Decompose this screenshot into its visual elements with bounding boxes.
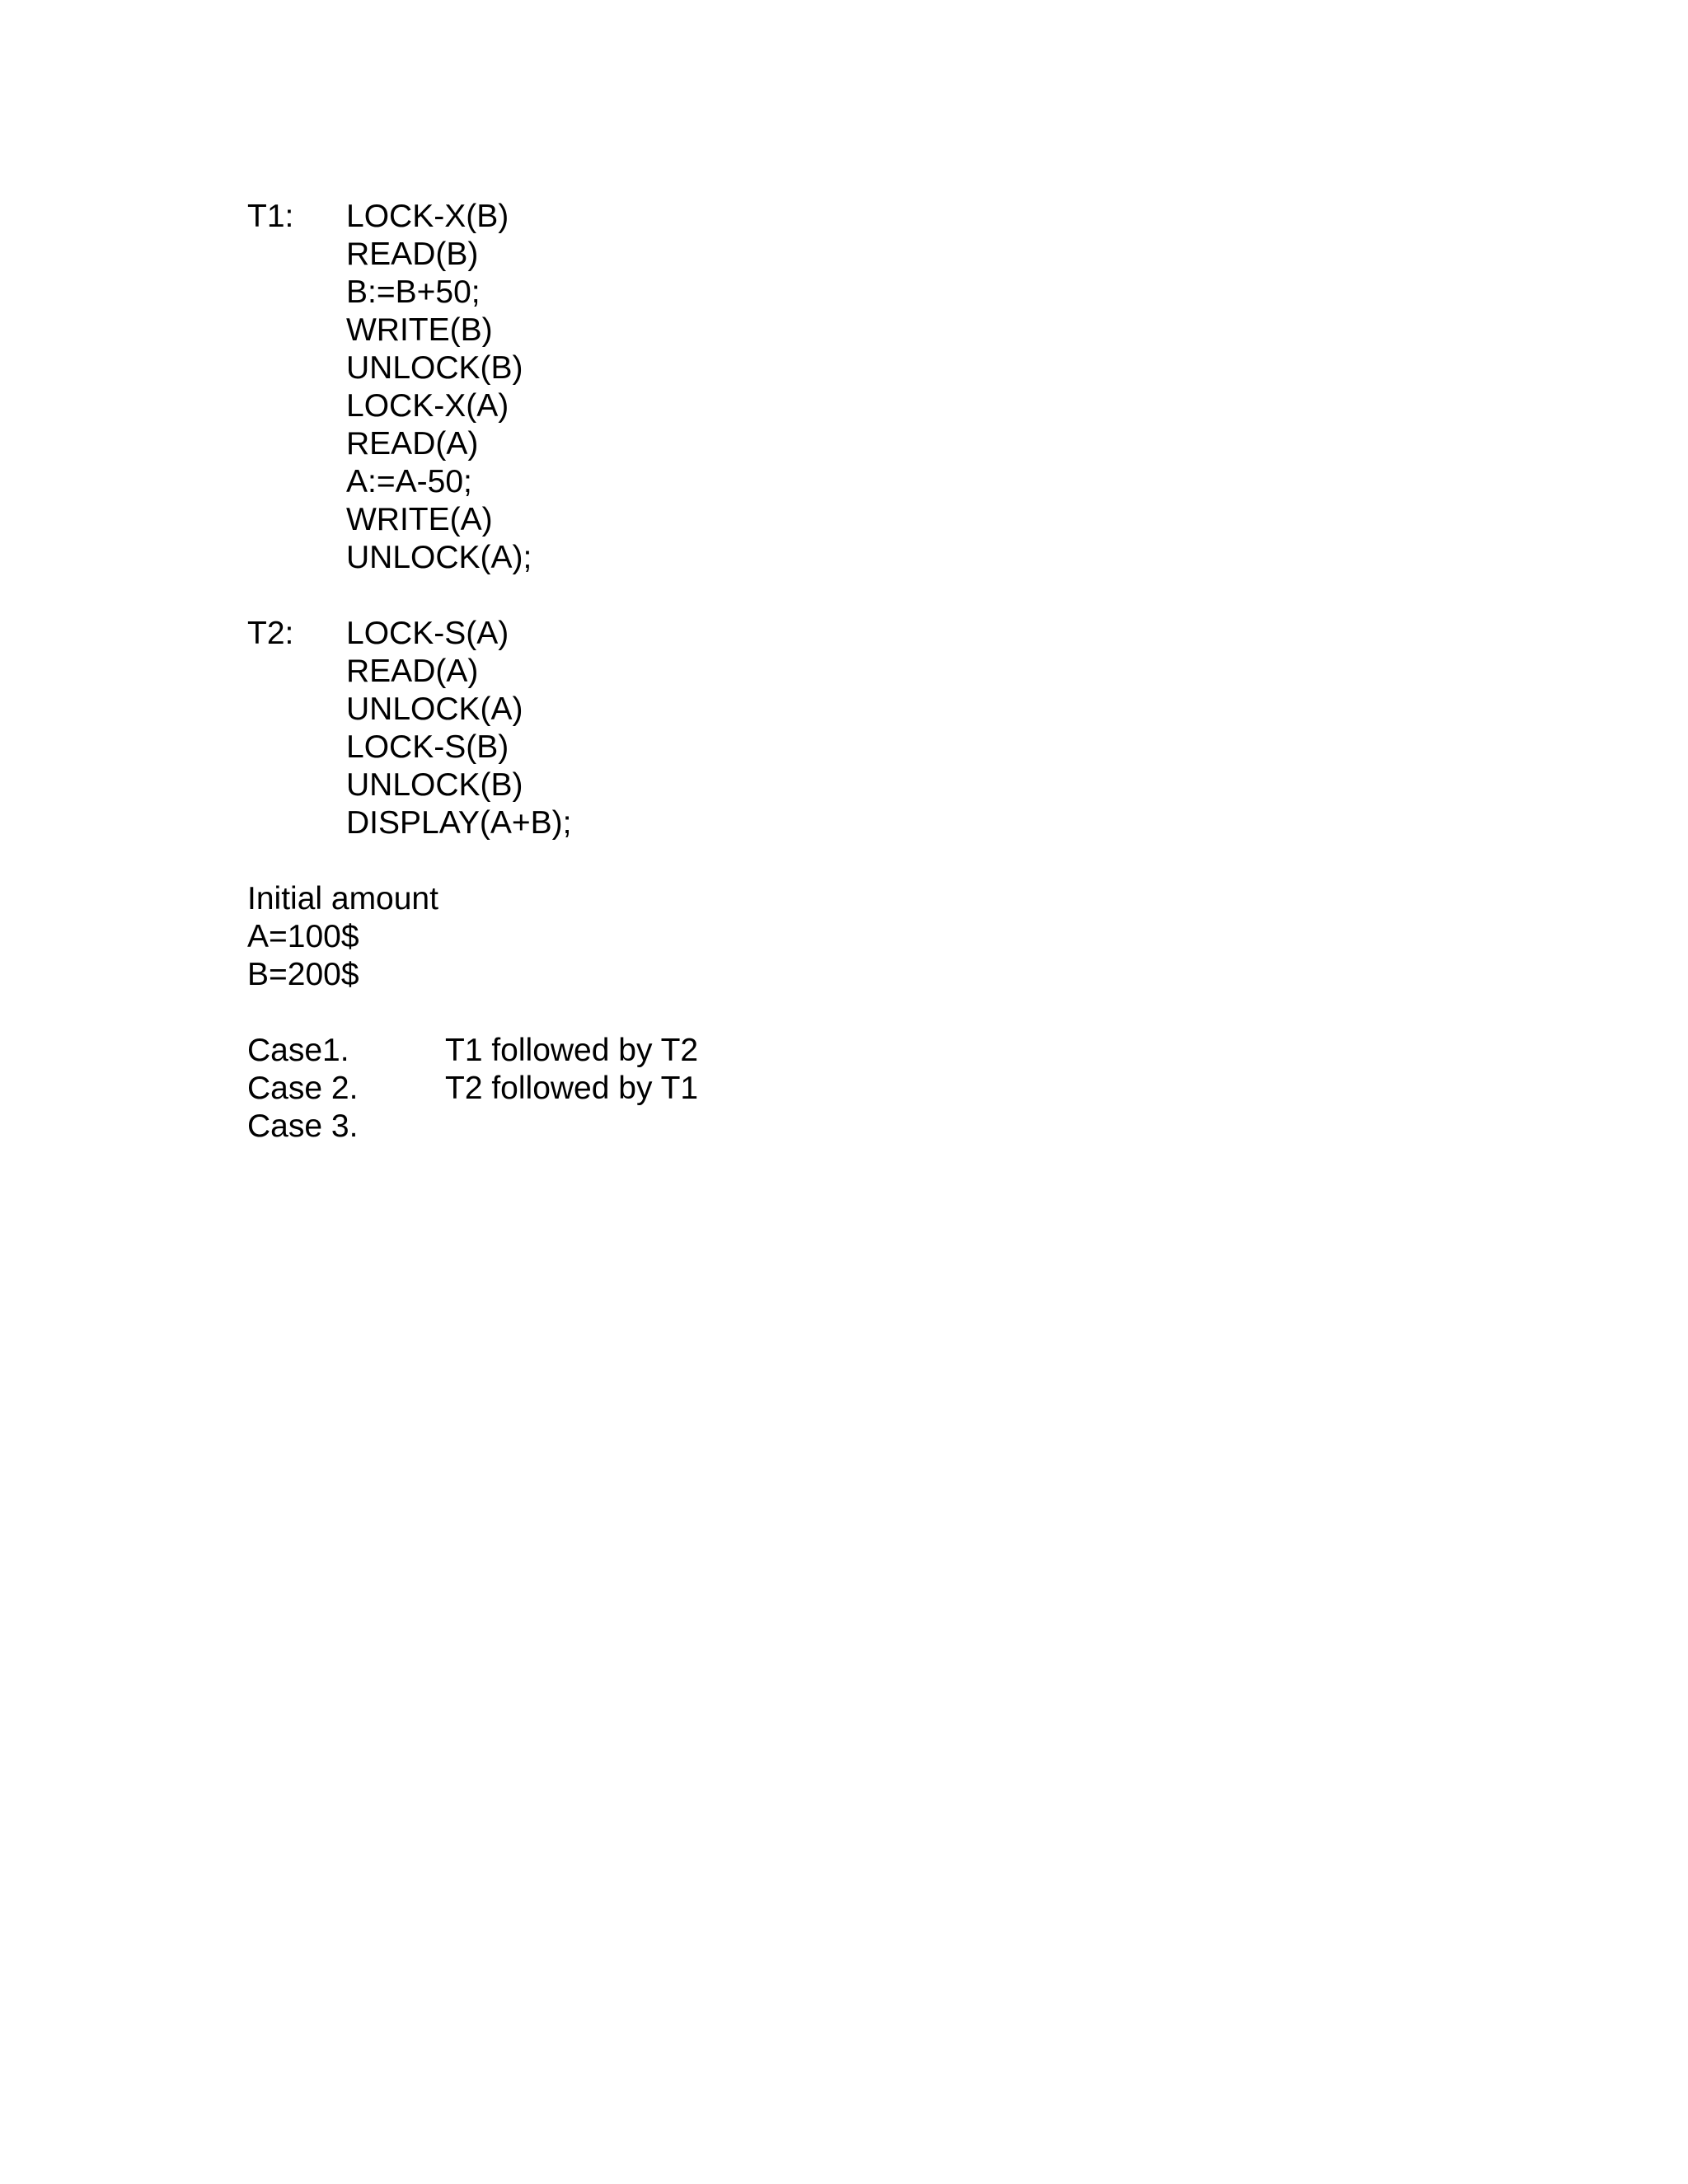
op-line: B:=B+50; <box>346 274 481 310</box>
op-line: UNLOCK(A); <box>346 540 532 575</box>
transaction-ops <box>346 198 532 577</box>
op-line: UNLOCK(B) <box>346 350 523 386</box>
op-line: UNLOCK(A) <box>346 691 523 727</box>
initial-amount-heading: Initial amount <box>247 881 438 916</box>
transaction-label: T1: <box>247 199 294 234</box>
case-description: T2 followed by T1 <box>445 1071 699 1106</box>
op-line: READ(A) <box>346 654 479 689</box>
case-row <box>247 1032 1648 1070</box>
op-line: LOCK-S(B) <box>346 729 509 765</box>
document-content <box>247 198 1648 1146</box>
op-line: WRITE(A) <box>346 502 493 537</box>
case-description: T1 followed by T2 <box>445 1033 699 1068</box>
transaction-label: T2: <box>247 616 294 651</box>
case-row <box>247 1070 1648 1108</box>
initial-amount-a: A=100$ <box>247 919 359 954</box>
op-line: LOCK-X(A) <box>346 388 509 424</box>
case-label: Case 2. <box>247 1071 359 1106</box>
op-line: READ(B) <box>346 237 479 272</box>
op-line: A:=A-50; <box>346 464 472 499</box>
case-row <box>247 1108 1648 1146</box>
op-line: DISPLAY(A+B); <box>346 805 572 841</box>
transaction-t2 <box>247 615 1648 842</box>
op-line: LOCK-X(B) <box>346 199 509 234</box>
transaction-t1 <box>247 198 1648 577</box>
initial-amount-section <box>247 880 1648 994</box>
op-line: LOCK-S(A) <box>346 616 509 651</box>
op-line: WRITE(B) <box>346 312 493 348</box>
transaction-ops <box>346 615 571 842</box>
case-label: Case 3. <box>247 1108 359 1144</box>
op-line: READ(A) <box>346 426 479 462</box>
case-label: Case1. <box>247 1033 349 1068</box>
initial-amount-b: B=200$ <box>247 957 359 992</box>
op-line: UNLOCK(B) <box>346 767 523 803</box>
cases-section <box>247 1032 1648 1146</box>
